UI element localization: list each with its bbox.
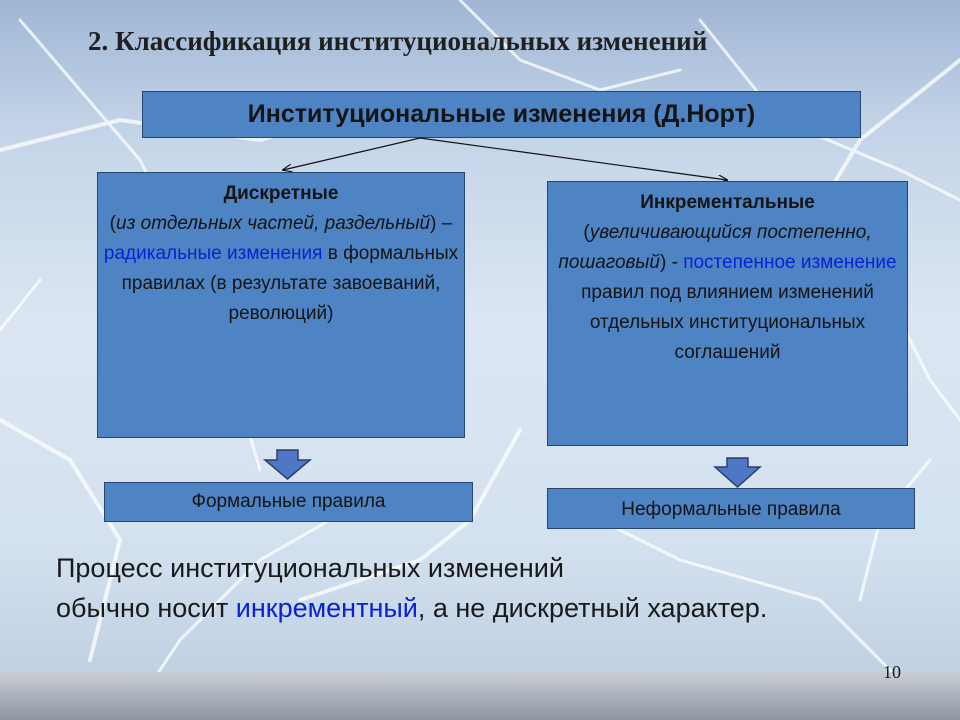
arrow-to-incremental: [420, 138, 727, 180]
incremental-paren-open: (: [583, 222, 590, 243]
discrete-paren-open: (: [109, 213, 116, 234]
header-box: Институциональные изменения (Д.Норт): [142, 91, 861, 138]
incremental-description: правил под влиянием изменений отдельных институциональных соглашений: [581, 282, 874, 363]
formal-rules-box: Формальные правила: [104, 482, 473, 522]
down-arrow-icon: [265, 450, 310, 479]
conclusion-prefix: обычно носит: [56, 593, 236, 623]
conclusion-suffix: , а не дискретный характер.: [417, 593, 768, 623]
incremental-box: [547, 181, 908, 446]
discrete-highlight: радикальные изменения: [103, 243, 323, 264]
arrow-to-discrete: [283, 138, 420, 170]
discrete-box: [97, 172, 465, 438]
conclusion-line-1: Процесс институциональных изменений: [56, 553, 564, 583]
discrete-meaning: из отдельных частей, раздельный: [116, 213, 431, 234]
incremental-dash: ) -: [659, 252, 678, 273]
incremental-highlight: постепенное изменение: [683, 252, 897, 273]
down-arrow-icon: [715, 458, 760, 487]
discrete-heading: Дискретные: [223, 183, 339, 204]
page-number: 10: [883, 662, 901, 682]
informal-rules-box: Неформальные правила: [547, 488, 915, 529]
discrete-description: в формальных правилах (в результате завоеваний, революций): [121, 243, 459, 324]
conclusion-highlight: инкрементный: [235, 593, 418, 623]
slide-title: 2. Классификация институциональных изменений: [88, 26, 708, 56]
conclusion-line-2: [56, 588, 936, 628]
discrete-dash: ) –: [430, 213, 453, 234]
conclusion-text: [56, 548, 936, 628]
incremental-meaning: увеличивающийся постепенно, пошаговый: [558, 222, 872, 273]
incremental-heading: Инкрементальные: [640, 192, 815, 213]
